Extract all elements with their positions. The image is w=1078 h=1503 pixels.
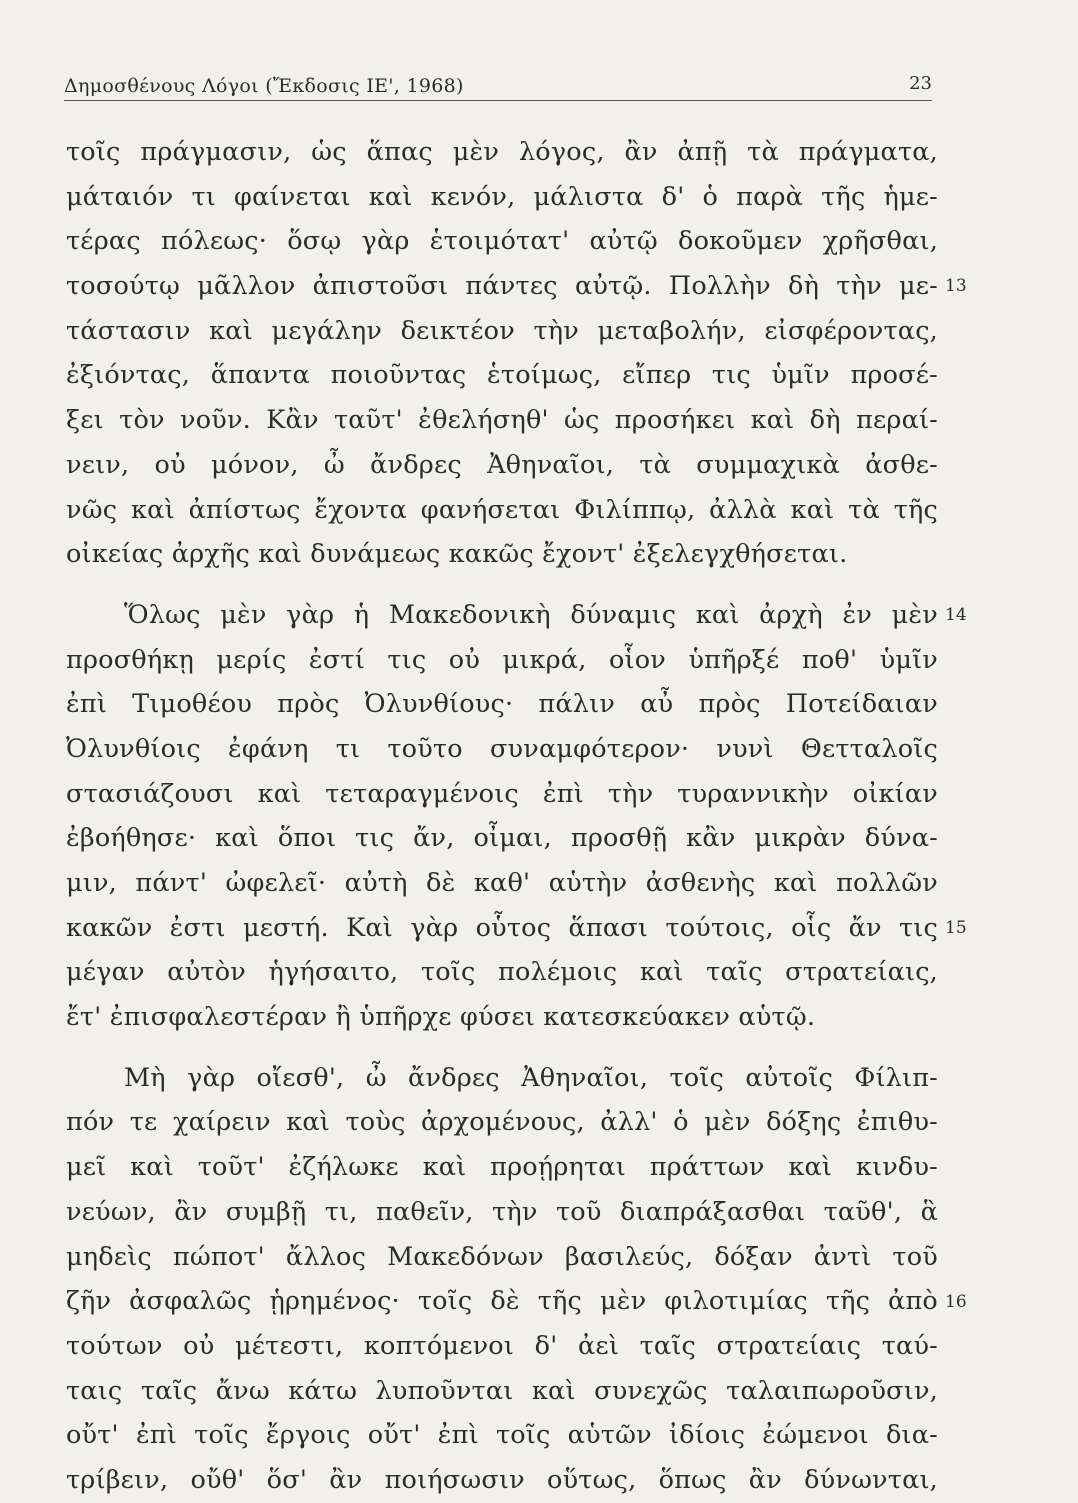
text-line: ἐξιόντας, ἅπαντα ποιοῦντας ἑτοίμως, εἴπερ τις ὑμῖν προσέ- [66, 360, 938, 391]
text-line: νῶς καὶ ἀπίστως ἔχοντα φανήσεται Φιλίππῳ, ἀλλὰ καὶ τὰ τῆς [66, 494, 938, 525]
text-line: ξει τὸν νοῦν. Κἂν ταῦτ' ἐθελήσηθ' ὡς προσήκει καὶ δὴ περαί- [66, 405, 938, 436]
text-line: στασιάζουσι καὶ τεταραγμένοις ἐπὶ τὴν τυραννικὴν οἰκίαν [66, 778, 938, 809]
text-line: Ὅλως μὲν γὰρ ἡ Μακεδονικὴ δύναμις καὶ ἀρχὴ ἐν μὲν [124, 599, 938, 630]
section-number: 13 [945, 276, 967, 297]
running-head [64, 70, 932, 101]
text-line: ἔτ' ἐπισφαλεστέραν ἢ ὑπῆρχε φύσει κατεσκεύακεν αὑτῷ. [66, 1002, 816, 1033]
section-number: 14 [945, 605, 967, 625]
text-line: Μὴ γὰρ οἴεσθ', ὦ ἄνδρες Ἀθηναῖοι, τοῖς αὐτοῖς Φίλιπ- [124, 1062, 938, 1093]
text-line: τοῖς πράγμασιν, ὡς ἅπας μὲν λόγος, ἂν ἀπῇ τὰ πράγματα, [66, 137, 938, 167]
text-line: ἐβοήθησε· καὶ ὅποι τις ἄν, οἶμαι, προσθῇ κἂν μικρὰν δύνα- [66, 823, 938, 854]
text-line: τοσούτῳ μᾶλλον ἀπιστοῦσι πάντες αὐτῷ. Πολλὴν δὴ τὴν με- [66, 271, 938, 302]
text-line: μάταιόν τι φαίνεται καὶ κενόν, μάλιστα δ' ὁ παρὰ τῆς ἡμε- [66, 181, 938, 212]
text-line: οὔτ' ἐπὶ τοῖς ἔργοις οὔτ' ἐπὶ τοῖς αὑτῶν ἰδίοις ἐώμενοι δια- [66, 1420, 938, 1451]
section-number: 16 [945, 1291, 967, 1312]
text-line: οἰκείας ἀρχῆς καὶ δυνάμεως κακῶς ἔχοντ' ἐξελεγχθήσεται. [66, 539, 848, 570]
text-line: τρίβειν, οὔθ' ὅσ' ἂν ποιήσωσιν οὕτως, ὅπως ἂν δύνωνται, [66, 1464, 938, 1495]
text-line: μέγαν αὐτὸν ἡγήσαιτο, τοῖς πολέμοις καὶ ταῖς στρατείαις, [66, 957, 938, 988]
text-line: ἐπὶ Τιμοθέου πρὸς Ὀλυνθίους· πάλιν αὖ πρὸς Ποτείδαιαν [66, 689, 938, 720]
section-number: 15 [945, 917, 967, 938]
running-title: Δημοσθένους Λόγοι (Ἔκδοσις ΙΕ', 1968) [64, 75, 464, 97]
text-line: τέρας πόλεως· ὅσῳ γὰρ ἑτοιμότατ' αὐτῷ δοκοῦμεν χρῆσθαι, [66, 226, 938, 257]
text-line: τάστασιν καὶ μεγάλην δεικτέον τὴν μεταβολήν, εἰσφέροντας, [66, 315, 938, 346]
page-number: 23 [909, 73, 932, 94]
text-line: μιν, πάντ' ὠφελεῖ· αὐτὴ δὲ καθ' αὑτὴν ἀσθενὴς καὶ πολλῶν [66, 868, 938, 898]
text-line: κακῶν ἐστι μεστή. Καὶ γὰρ οὗτος ἅπασι τούτοις, οἷς ἄν τις [66, 912, 938, 943]
text-line: μηδεὶς πώποτ' ἄλλος Μακεδόνων βασιλεύς, δόξαν ἀντὶ τοῦ [66, 1241, 938, 1272]
text-line: νεύων, ἂν συμβῇ τι, παθεῖν, τὴν τοῦ διαπράξασθαι ταῦθ', ἃ [66, 1196, 938, 1227]
text-line: προσθήκῃ μερίς ἐστί τις οὐ μικρά, οἷον ὑπῆρξέ ποθ' ὑμῖν [66, 644, 938, 675]
text-line: νειν, οὐ μόνον, ὦ ἄνδρες Ἀθηναῖοι, τὰ συμμαχικὰ ἀσθε- [66, 449, 938, 480]
text-line: Ὀλυνθίοις ἐφάνη τι τοῦτο συναμφότερον· νυνὶ Θετταλοῖς [66, 733, 938, 764]
text-line: τούτων οὐ μέτεστι, κοπτόμενοι δ' ἀεὶ ταῖς στρατείαις ταύ- [66, 1330, 938, 1361]
text-line: πόν τε χαίρειν καὶ τοὺς ἀρχομένους, ἀλλ' ὁ μὲν δόξης ἐπιθυ- [66, 1107, 938, 1138]
text-line: ταις ταῖς ἄνω κάτω λυποῦνται καὶ συνεχῶς ταλαιπωροῦσιν, [66, 1375, 938, 1406]
text-line: ζῆν ἀσφαλῶς ᾑρημένος· τοῖς δὲ τῆς μὲν φιλοτιμίας τῆς ἀπὸ [66, 1286, 938, 1317]
text-line: μεῖ καὶ τοῦτ' ἐζήλωκε καὶ προῄρηται πράττων καὶ κινδυ- [66, 1152, 938, 1183]
greek-text-block [66, 130, 938, 1503]
